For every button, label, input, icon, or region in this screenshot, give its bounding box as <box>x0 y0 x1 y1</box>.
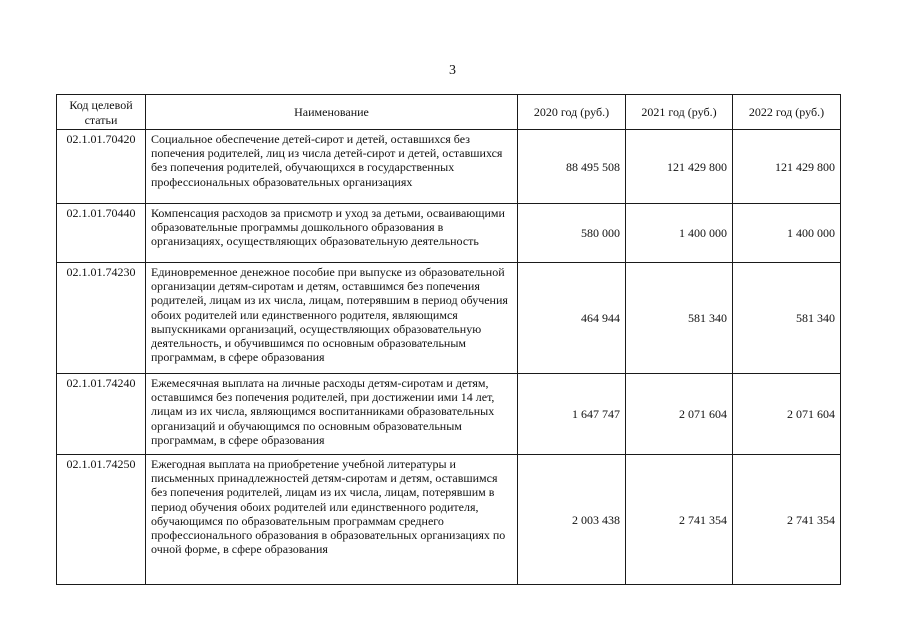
row-name: Ежегодная выплата на приобретение учебной литературы и письменных принадлежностей детям-сиротам и детям, оставшимся без попечения родителей, лицам из их числа, лицам, потерявшим в период обучения обоих родителей или единственного родителя, обучающимся по образовательным программам среднего профессионального образования в образовательных организациях по очной форме, в сфере образования <box>146 455 518 585</box>
table-row <box>57 374 841 455</box>
row-code: 02.1.01.74250 <box>57 455 146 585</box>
row-name: Единовременное денежное пособие при выпуске из образовательной организации детям-сиротам и детям, оставшимся без попечения родителей, лицам из их числа, лицам, потерявшим в период обучения обоих родителей или единственного родителя, являющимся выпускниками организаций, осуществляющих образовательную деятельность, и обучившимся по основным образовательным программам, в сфере образования <box>146 263 518 374</box>
header-2022: 2022 год (руб.) <box>733 95 841 130</box>
table-row <box>57 130 841 204</box>
row-amount-2021: 121 429 800 <box>626 130 733 204</box>
row-amount-2022: 121 429 800 <box>733 130 841 204</box>
row-amount-2021: 581 340 <box>626 263 733 374</box>
row-name: Ежемесячная выплата на личные расходы детям-сиротам и детям, оставшимся без попечения родителей, при достижении ими 14 лет, лицам из их числа, являющимся воспитанниками образовательных организаций и обучающимся по основным образовательным программам, в сфере образования <box>146 374 518 455</box>
row-code: 02.1.01.70420 <box>57 130 146 204</box>
row-amount-2020: 88 495 508 <box>518 130 626 204</box>
row-code: 02.1.01.74240 <box>57 374 146 455</box>
row-amount-2020: 580 000 <box>518 204 626 263</box>
row-amount-2020: 464 944 <box>518 263 626 374</box>
row-amount-2020: 1 647 747 <box>518 374 626 455</box>
header-name: Наименование <box>146 95 518 130</box>
table-row <box>57 263 841 374</box>
table-row <box>57 204 841 263</box>
row-name: Компенсация расходов за присмотр и уход за детьми, осваивающими образовательные программы дошкольного образования в организациях, осуществляющих образовательную деятельность <box>146 204 518 263</box>
budget-table <box>56 94 841 585</box>
header-code: Код целевой статьи <box>57 95 146 130</box>
row-amount-2021: 2 071 604 <box>626 374 733 455</box>
table-row <box>57 455 841 585</box>
row-amount-2021: 1 400 000 <box>626 204 733 263</box>
row-name: Социальное обеспечение детей-сирот и детей, оставшихся без попечения родителей, лиц из числа детей-сирот и детей, оставшихся без попечения родителей, обучающихся в государственных профессиональных образовательных организациях <box>146 130 518 204</box>
row-amount-2022: 2 071 604 <box>733 374 841 455</box>
row-amount-2022: 581 340 <box>733 263 841 374</box>
row-amount-2020: 2 003 438 <box>518 455 626 585</box>
page-number: 3 <box>449 63 456 78</box>
row-code: 02.1.01.74230 <box>57 263 146 374</box>
row-amount-2021: 2 741 354 <box>626 455 733 585</box>
table-header-row <box>57 95 841 130</box>
header-2020: 2020 год (руб.) <box>518 95 626 130</box>
header-2021: 2021 год (руб.) <box>626 95 733 130</box>
row-amount-2022: 1 400 000 <box>733 204 841 263</box>
row-amount-2022: 2 741 354 <box>733 455 841 585</box>
row-code: 02.1.01.70440 <box>57 204 146 263</box>
